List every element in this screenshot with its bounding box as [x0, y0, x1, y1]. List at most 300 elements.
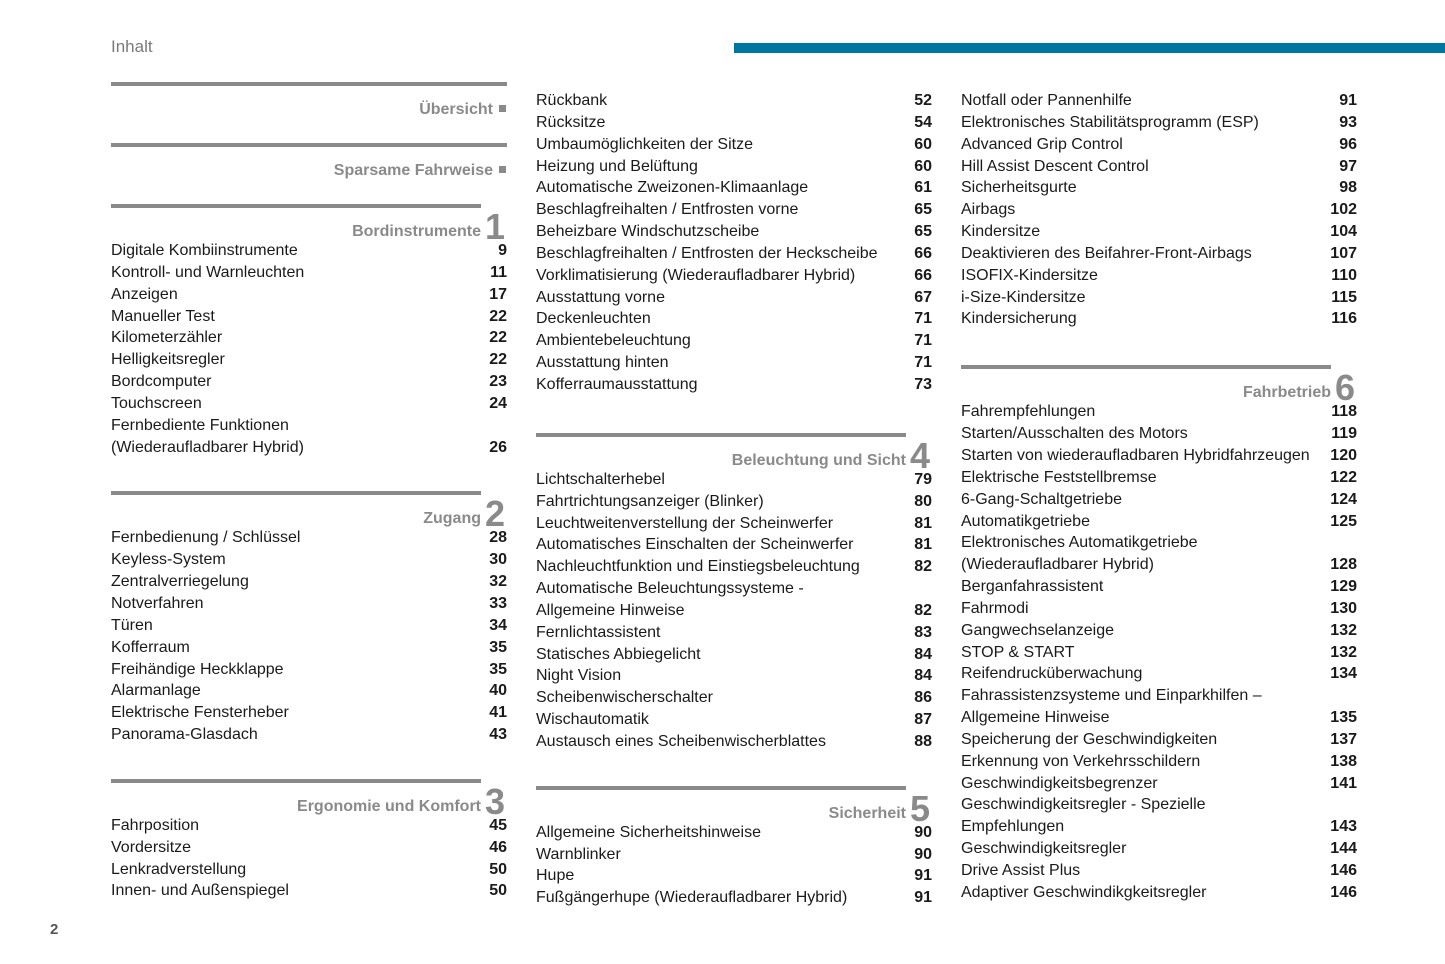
toc-entry-page: 45 [489, 816, 507, 834]
toc-entry-page: 71 [914, 310, 932, 328]
toc-entry-title: Kilometerzähler [111, 329, 223, 347]
toc-entry-page: 71 [914, 332, 932, 350]
toc-entry-title: Digitale Kombiinstrumente [111, 242, 298, 259]
toc-entry-title: Statisches Abbiegelicht [536, 645, 701, 663]
toc-entry-page: 60 [914, 157, 932, 175]
toc-section-sicherheit [536, 786, 932, 909]
toc-entry[interactable] [961, 489, 1357, 511]
toc-entry-title: Fernbedienung / Schlüssel [111, 529, 301, 547]
toc-entry[interactable] [961, 620, 1357, 642]
toc-entry-title: Beheizbare Windschutzscheibe [536, 223, 760, 241]
toc-entry[interactable] [961, 663, 1357, 685]
toc-entry-page: 137 [1330, 730, 1357, 748]
toc-entry-page: 50 [489, 882, 507, 900]
toc-entries [536, 822, 932, 909]
section-header [961, 365, 1357, 409]
toc-entry-title: Automatische Beleuchtungssysteme - [536, 580, 804, 598]
toc-entry-page: 67 [914, 288, 932, 306]
toc-entry[interactable] [961, 199, 1357, 221]
section-header [111, 143, 507, 179]
section-number: 1 [484, 206, 505, 247]
toc-entry-title: Hupe [536, 867, 575, 885]
toc-entry[interactable] [536, 330, 932, 352]
toc-entry-page: 91 [914, 867, 932, 885]
toc-entry-page: 32 [489, 573, 507, 591]
toc-entry-title: Starten/Ausschalten des Motors [961, 425, 1188, 443]
toc-entry-title: Deaktivieren des Beifahrer-Front-Airbags [961, 244, 1252, 262]
toc-entry-page: 22 [489, 329, 507, 347]
toc-entry-title: Berganfahrassistent [961, 578, 1104, 596]
toc-entry-title: Scheibenwischerschalter [536, 689, 713, 707]
toc-entry[interactable] [961, 773, 1357, 795]
toc-entry[interactable] [111, 415, 507, 437]
section-title[interactable]: Beleuchtung und Sicht [731, 451, 906, 469]
toc-entry-title: Kofferraum [111, 638, 190, 656]
toc-entry-page: 41 [489, 704, 507, 722]
toc-entry[interactable] [961, 287, 1357, 309]
toc-entry-page: 104 [1330, 223, 1357, 241]
section-title[interactable]: Bordinstrumente [352, 223, 481, 240]
toc-column-2 [536, 90, 932, 909]
toc-entry[interactable] [961, 308, 1357, 330]
toc-entry-title: Nachleuchtfunktion und Einstiegsbeleuchtung [536, 558, 860, 576]
toc-entry[interactable] [961, 816, 1357, 838]
toc-entry-title: Fahrposition [111, 816, 200, 834]
toc-entry-title: Geschwindigkeitsbegrenzer [961, 774, 1158, 792]
toc-entry-page: 30 [489, 551, 507, 569]
toc-entry-page: 83 [914, 623, 932, 641]
toc-entries [961, 401, 1357, 903]
toc-entry[interactable] [111, 371, 507, 393]
toc-section-continued [961, 90, 1357, 330]
toc-entry[interactable] [536, 865, 932, 887]
toc-entry[interactable] [111, 284, 507, 306]
section-title[interactable]: Ergonomie und Komfort [297, 797, 481, 815]
toc-entry-page: 128 [1330, 556, 1357, 574]
toc-entry[interactable] [961, 221, 1357, 243]
page-number: 2 [50, 921, 59, 938]
section-rule [111, 204, 481, 208]
toc-entry-page: 82 [914, 558, 932, 576]
toc-entry-page: 9 [498, 242, 507, 259]
toc-entry-page: 52 [914, 92, 932, 109]
toc-entry[interactable] [536, 534, 932, 556]
toc-entry-title: Allgemeine Sicherheitshinweise [536, 823, 762, 841]
toc-entry[interactable] [111, 571, 507, 593]
toc-entry-title: Freihändige Heckklappe [111, 660, 284, 678]
toc-entry-title: Touchscreen [111, 394, 202, 412]
toc-entry-page: 118 [1331, 403, 1357, 421]
toc-entry-title: Ausstattung vorne [536, 288, 665, 306]
toc-section-sparsame-fahrweise [111, 143, 507, 179]
toc-entry-page: 124 [1330, 490, 1357, 508]
toc-entry-title: Fußgängerhupe (Wiederaufladbarer Hybrid) [536, 889, 848, 907]
section-rule [111, 779, 481, 783]
toc-entries [111, 815, 507, 902]
toc-entry[interactable] [961, 467, 1357, 489]
toc-entry-page: 87 [914, 711, 932, 729]
toc-entry-page: 81 [914, 514, 932, 532]
toc-entry-page: 81 [914, 536, 932, 554]
toc-entry[interactable] [961, 177, 1357, 199]
toc-entry-page: 26 [489, 438, 507, 456]
toc-entry-page: 79 [914, 470, 932, 488]
toc-entry-page: 65 [914, 223, 932, 241]
section-title[interactable]: Sicherheit [828, 804, 906, 822]
toc-entry-title: Starten von wiederaufladbaren Hybridfahrzeugen [961, 446, 1310, 464]
toc-entry-page: 54 [914, 113, 932, 131]
toc-entry[interactable] [536, 265, 932, 287]
toc-entry-title: Empfehlungen [961, 818, 1065, 836]
square-bullet-icon [499, 105, 506, 112]
toc-entry-page: 84 [914, 667, 932, 685]
toc-entry-title: Elektronisches Automatikgetriebe [961, 534, 1198, 552]
toc-entry-page: 46 [489, 838, 507, 856]
toc-entry[interactable] [536, 112, 932, 134]
toc-entry-title: Türen [111, 616, 153, 634]
toc-entry-title: Automatische Zweizonen-Klimaanlage [536, 179, 809, 197]
square-bullet-icon [499, 166, 506, 173]
toc-entry-page: 102 [1330, 201, 1357, 219]
toc-entry[interactable] [536, 221, 932, 243]
toc-entry-title: Notfall oder Pannenhilfe [961, 92, 1132, 109]
toc-entries [961, 90, 1357, 330]
toc-entry[interactable] [961, 642, 1357, 664]
toc-entry-page: 22 [489, 351, 507, 369]
toc-entry[interactable] [111, 702, 507, 724]
toc-entry[interactable] [536, 887, 932, 909]
toc-entry-title: (Wiederaufladbarer Hybrid) [111, 438, 304, 456]
toc-entry-page: 71 [914, 354, 932, 372]
toc-entry[interactable] [111, 393, 507, 415]
section-number: 3 [484, 780, 505, 822]
section-rule [111, 491, 481, 495]
toc-entry[interactable] [961, 729, 1357, 751]
toc-entry[interactable] [536, 243, 932, 265]
section-header [111, 82, 507, 118]
section-header [536, 433, 932, 476]
toc-entry[interactable] [536, 731, 932, 753]
toc-entry-page: 24 [489, 394, 507, 412]
toc-entries [536, 90, 932, 396]
toc-entry[interactable] [111, 349, 507, 371]
toc-entry[interactable] [961, 751, 1357, 773]
page-header-title: Inhalt [111, 37, 153, 56]
toc-entry[interactable] [961, 401, 1357, 423]
toc-section-bordinstrumente [111, 204, 507, 458]
toc-entry-page: 120 [1330, 446, 1357, 464]
toc-entry-title: Alarmanlage [111, 682, 201, 700]
toc-entry-title: Kindersitze [961, 223, 1041, 241]
toc-entry[interactable] [111, 837, 507, 859]
toc-entry-title: Leuchtweitenverstellung der Scheinwerfer [536, 514, 834, 532]
toc-entry-title: Automatikgetriebe [961, 512, 1090, 530]
toc-entry-page: 35 [489, 638, 507, 656]
toc-entry[interactable] [111, 637, 507, 659]
toc-entry-title: Beschlagfreihalten / Entfrosten der Heckscheibe [536, 244, 878, 262]
toc-entry[interactable] [111, 593, 507, 615]
section-title[interactable]: Übersicht [419, 101, 493, 118]
toc-entry[interactable] [536, 665, 932, 687]
toc-entry-page: 115 [1331, 288, 1357, 306]
toc-entry-title: Fahrempfehlungen [961, 403, 1096, 421]
toc-entry-title: Night Vision [536, 667, 622, 685]
toc-entry[interactable] [536, 90, 932, 112]
toc-entry-page: 93 [1339, 113, 1357, 131]
section-title[interactable]: Fahrbetrieb [1242, 384, 1331, 402]
toc-entry-title: Warnblinker [536, 845, 621, 863]
toc-entry-title: Lenkradverstellung [111, 860, 247, 878]
toc-entry-page: 138 [1330, 752, 1357, 770]
toc-column-3 [961, 90, 1357, 904]
toc-entry-page: 40 [489, 682, 507, 700]
toc-section-fahrbetrieb [961, 365, 1357, 903]
toc-entry[interactable] [961, 243, 1357, 265]
toc-entry-title: Airbags [961, 201, 1016, 219]
toc-entry-title: Anzeigen [111, 285, 178, 303]
toc-entry-title: Austausch eines Scheibenwischerblattes [536, 732, 826, 750]
section-title[interactable]: Zugang [423, 510, 481, 528]
toc-entry[interactable] [111, 859, 507, 881]
toc-entry[interactable] [536, 556, 932, 578]
toc-section-zugang [111, 491, 507, 745]
toc-entry-title: Elektronisches Stabilitätsprogramm (ESP) [961, 113, 1259, 131]
toc-entry-page: 91 [914, 889, 932, 907]
section-header [111, 204, 507, 247]
toc-entry-title: Kontroll- und Warnleuchten [111, 263, 305, 281]
toc-entry[interactable] [961, 707, 1357, 729]
toc-entry-title: Lichtschalterhebel [536, 470, 665, 488]
toc-entry[interactable] [961, 685, 1357, 707]
toc-entry-page: 130 [1330, 599, 1357, 617]
toc-entry-title: Bordcomputer [111, 373, 212, 391]
toc-entry-title: Vordersitze [111, 838, 192, 856]
toc-entry-page: 119 [1331, 425, 1357, 443]
toc-entry-title: Elektrische Feststellbremse [961, 468, 1157, 486]
toc-entry-page: 17 [489, 285, 507, 303]
section-rule [111, 82, 507, 86]
toc-entry-title: Keyless-System [111, 551, 226, 569]
section-number: 4 [909, 434, 930, 476]
toc-entry[interactable] [961, 554, 1357, 576]
toc-entry-title: Advanced Grip Control [961, 135, 1123, 153]
toc-entry[interactable] [536, 199, 932, 221]
toc-entry-title: Elektrische Fensterheber [111, 704, 289, 722]
toc-entry[interactable] [111, 659, 507, 681]
toc-entry-title: Zentralverriegelung [111, 573, 249, 591]
toc-entry-page: 144 [1330, 840, 1357, 858]
toc-entry-page: 110 [1331, 266, 1357, 284]
toc-entry[interactable] [536, 687, 932, 709]
toc-entry[interactable] [961, 838, 1357, 860]
toc-entries [111, 527, 507, 745]
section-header [536, 786, 932, 829]
toc-entry-page: 11 [490, 263, 507, 281]
section-rule [961, 365, 1331, 369]
toc-entry[interactable] [536, 513, 932, 535]
toc-entry-title: Fernlichtassistent [536, 623, 661, 641]
toc-entry-page: 22 [489, 307, 507, 325]
toc-entry-title: Notverfahren [111, 594, 204, 612]
toc-entry[interactable] [536, 308, 932, 330]
toc-entry-page: 91 [1339, 92, 1357, 109]
toc-entry[interactable] [536, 469, 932, 491]
toc-entry-page: 107 [1330, 244, 1357, 262]
toc-entry-title: Ambientebeleuchtung [536, 332, 691, 350]
toc-entry-title: Reifendrucküberwachung [961, 665, 1143, 683]
toc-entry-title: Vorklimatisierung (Wiederaufladbarer Hybrid) [536, 266, 856, 284]
section-number: 6 [1334, 367, 1355, 409]
toc-entry[interactable] [111, 306, 507, 328]
toc-entry-page: 60 [914, 135, 932, 153]
section-number: 5 [909, 787, 930, 829]
toc-entry[interactable] [536, 578, 932, 600]
toc-entry[interactable] [536, 177, 932, 199]
toc-entry-page: 129 [1330, 578, 1357, 596]
toc-entry-page: 90 [914, 823, 932, 841]
toc-entry[interactable] [961, 265, 1357, 287]
toc-entry[interactable] [961, 576, 1357, 598]
toc-entry-page: 82 [914, 601, 932, 619]
toc-entry[interactable] [536, 644, 932, 666]
toc-entry-page: 66 [914, 266, 932, 284]
toc-entry-title: (Wiederaufladbarer Hybrid) [961, 556, 1154, 574]
toc-entry-page: 90 [914, 845, 932, 863]
toc-entry[interactable] [111, 327, 507, 349]
toc-entries [536, 469, 932, 753]
toc-entry-title: Rücksitze [536, 113, 606, 131]
toc-entry-title: Adaptiver Geschwindikgkeitsregler [961, 883, 1207, 901]
toc-entry[interactable] [536, 622, 932, 644]
toc-entry[interactable] [536, 156, 932, 178]
toc-entry-page: 84 [914, 645, 932, 663]
toc-entry-title: Fernbediente Funktionen [111, 416, 289, 434]
toc-entry[interactable] [536, 844, 932, 866]
section-rule [536, 786, 906, 790]
toc-entry[interactable] [961, 156, 1357, 178]
toc-entry-page: 122 [1330, 468, 1357, 486]
toc-entry-page: 35 [489, 660, 507, 678]
toc-section-continued [536, 90, 932, 396]
section-title[interactable]: Sparsame Fahrweise [333, 162, 493, 179]
toc-entry-page: 65 [914, 201, 932, 219]
toc-entry[interactable] [536, 491, 932, 513]
toc-entry-page: 146 [1330, 883, 1357, 901]
toc-entry[interactable] [961, 598, 1357, 620]
toc-entry[interactable] [536, 709, 932, 731]
toc-entry[interactable] [111, 680, 507, 702]
toc-entry-title: Panorama-Glasdach [111, 726, 258, 744]
toc-entry-title: Helligkeitsregler [111, 351, 225, 369]
toc-entry-page: 73 [914, 375, 932, 393]
toc-entry-title: Allgemeine Hinweise [536, 601, 685, 619]
toc-entry-title: Geschwindigkeitsregler [961, 840, 1127, 858]
section-header [111, 491, 507, 535]
toc-entry[interactable] [961, 134, 1357, 156]
toc-entry[interactable] [961, 532, 1357, 554]
toc-entry-title: Deckenleuchten [536, 310, 651, 328]
toc-entry-title: Wischautomatik [536, 711, 649, 729]
toc-entry-page: 43 [489, 726, 507, 744]
toc-entry-page: 132 [1330, 621, 1357, 639]
toc-entry-title: Heizung und Belüftung [536, 157, 698, 175]
toc-entry-page: 141 [1330, 774, 1357, 792]
toc-section-ergonomie [111, 779, 507, 902]
toc-section-beleuchtung [536, 433, 932, 753]
toc-entry-title: Fahrtrichtungsanzeiger (Blinker) [536, 492, 764, 510]
toc-entry-title: Rückbank [536, 92, 608, 109]
toc-entry-page: 23 [489, 373, 507, 391]
toc-entry-title: Gangwechselanzeige [961, 621, 1114, 639]
toc-entry[interactable] [111, 815, 507, 837]
toc-entry[interactable] [961, 445, 1357, 467]
toc-entry-title: Ausstattung hinten [536, 354, 669, 372]
toc-entry-page: 143 [1330, 818, 1357, 836]
toc-entry-title: Umbaumöglichkeiten der Sitze [536, 135, 753, 153]
toc-entry-page: 50 [489, 860, 507, 878]
toc-entry[interactable] [111, 880, 507, 902]
toc-entry[interactable] [536, 134, 932, 156]
toc-entry-page: 66 [914, 244, 932, 262]
toc-entry[interactable] [111, 724, 507, 746]
toc-entry-title: i-Size-Kindersitze [961, 288, 1086, 306]
toc-entry-title: Drive Assist Plus [961, 862, 1081, 879]
toc-entry[interactable] [111, 437, 507, 459]
toc-entry[interactable] [111, 240, 507, 262]
toc-entry-page: 88 [914, 732, 932, 750]
toc-entry[interactable] [536, 352, 932, 374]
toc-entry-page: 34 [489, 616, 507, 634]
toc-entry[interactable] [111, 549, 507, 571]
toc-entry[interactable] [536, 600, 932, 622]
toc-entry[interactable] [111, 262, 507, 284]
toc-entry-page: 96 [1339, 135, 1357, 153]
toc-entry-page: 146 [1330, 862, 1357, 879]
toc-entry-page: 116 [1331, 310, 1357, 328]
toc-entry-page: 97 [1339, 157, 1357, 175]
toc-entry[interactable] [961, 860, 1357, 882]
section-number: 2 [484, 493, 505, 535]
section-header [111, 779, 507, 822]
toc-entry-page: 132 [1330, 643, 1357, 661]
toc-entry[interactable] [961, 90, 1357, 112]
toc-entry-title: 6-Gang-Schaltgetriebe [961, 490, 1122, 508]
toc-entry-title: Kofferraumausstattung [536, 375, 698, 393]
toc-entry[interactable] [961, 423, 1357, 445]
toc-entry[interactable] [536, 287, 932, 309]
toc-entry[interactable] [111, 527, 507, 549]
toc-entry-title: Speicherung der Geschwindigkeiten [961, 730, 1218, 748]
toc-entry-page: 125 [1330, 512, 1357, 530]
toc-entry-page: 134 [1330, 665, 1357, 683]
toc-entry[interactable] [536, 822, 932, 844]
toc-entry-title: Manueller Test [111, 307, 215, 325]
toc-entry[interactable] [536, 374, 932, 396]
toc-entry-title: Erkennung von Verkehrsschildern [961, 752, 1201, 770]
toc-entry-title: Kindersicherung [961, 310, 1077, 328]
toc-entry-title: Allgemeine Hinweise [961, 709, 1110, 727]
section-rule [111, 143, 507, 147]
toc-entry[interactable] [961, 511, 1357, 533]
toc-entry[interactable] [961, 794, 1357, 816]
toc-entry[interactable] [961, 112, 1357, 134]
toc-entry-page: 98 [1339, 179, 1357, 197]
toc-entry-title: ISOFIX-Kindersitze [961, 266, 1098, 284]
toc-entry-title: Geschwindigkeitsregler - Spezielle [961, 796, 1206, 814]
toc-entry-title: STOP & START [961, 643, 1075, 661]
toc-entry[interactable] [961, 882, 1357, 904]
toc-entry[interactable] [111, 615, 507, 637]
